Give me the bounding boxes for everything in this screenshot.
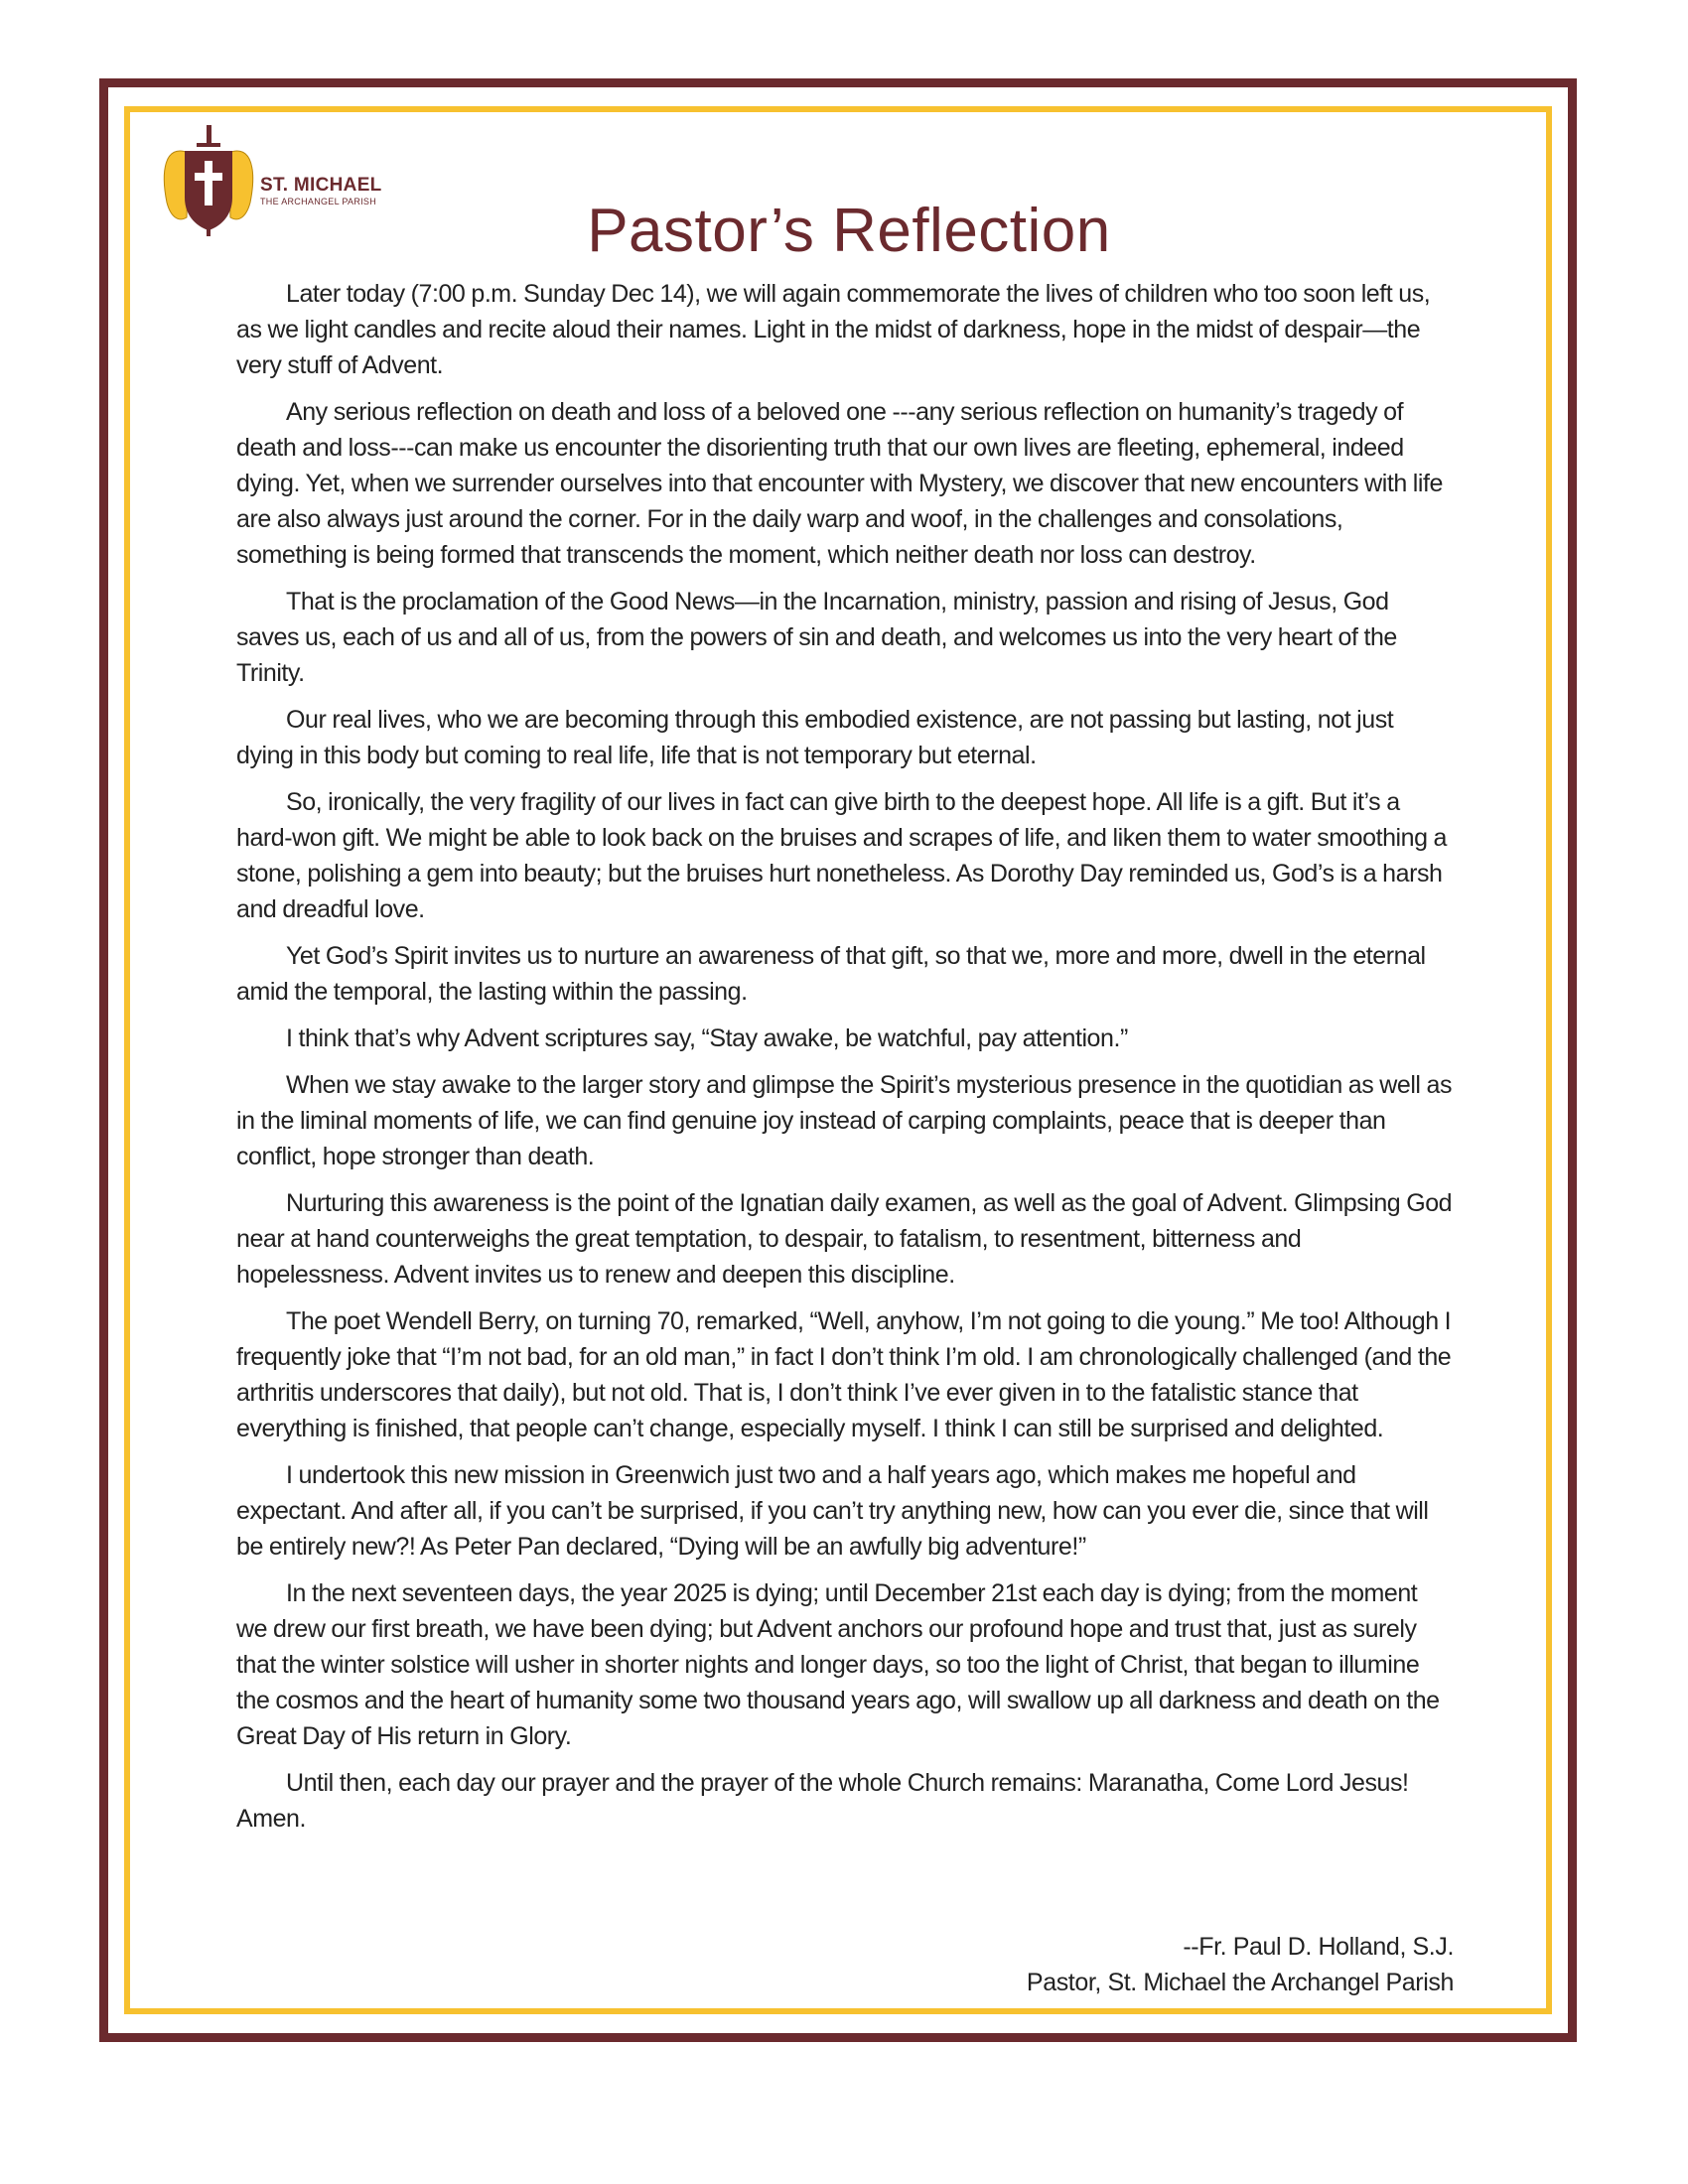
signature: [1027, 1929, 1454, 2000]
paragraph: Nurturing this awareness is the point of the Ignatian daily examen, as well as the goal of Advent. Glimpsing God near at hand counterweighs the great temptation, to despair, to fatalism, to resentment, bitterness and hopelessness. Advent invites us to renew and deepen this discipline.: [236, 1189, 1453, 1289]
reflection-body: [236, 276, 1454, 1847]
paragraph: In the next seventeen days, the year 2025 is dying; until December 21st each day is dying; from the moment we drew our first breath, we have been dying; but Advent anchors our profound hope and trust that, just as surely that the winter solstice will usher in shorter nights and longer days, so too the light of Christ, that began to illumine the cosmos and the heart of humanity some two thousand years ago, will swallow up all darkness and death on the Great Day of His return in Glory.: [236, 1579, 1440, 1750]
paragraph: Any serious reflection on death and loss of a beloved one ---any serious reflection on humanity’s tragedy of death and loss---can make us encounter the disorienting truth that our own lives are fleeting, ephemeral, indeed dying. Yet, when we surrender ourselves into that encounter with Mystery, we discover that new encounters with life are also always just around the corner. For in the daily warp and woof, in the challenges and consolations, something is being formed that transcends the moment, which neither death nor loss can destroy.: [236, 398, 1443, 569]
paragraph: Yet God’s Spirit invites us to nurture an awareness of that gift, so that we, more and more, dwell in the eternal amid the temporal, the lasting within the passing.: [236, 942, 1426, 1006]
parish-subtitle: THE ARCHANGEL PARISH: [260, 197, 377, 206]
paragraph: The poet Wendell Berry, on turning 70, remarked, “Well, anyhow, I’m not going to die young.” Me too! Although I frequently joke that “I’m not bad, for an old man,” in fact I don’t think I’m old. I am chronologically challenged (and the arthritis underscores that daily), but not old. That is, I don’t think I’ve ever given in to the fatalistic stance that everything is finished, that people can’t change, especially myself. I think I can still be surprised and delighted.: [236, 1307, 1452, 1442]
signature-name: --Fr. Paul D. Holland, S.J.: [1183, 1933, 1454, 1961]
paragraph: I think that’s why Advent scriptures say, “Stay awake, be watchful, pay attention.”: [286, 1024, 1128, 1052]
paragraph: I undertook this new mission in Greenwich just two and a half years ago, which makes me hopeful and expectant. And after all, if you can’t be surprised, if you can’t try anything new, how can you ever die, since that will be entirely new?! As Peter Pan declared, “Dying will be an awfully big adventure!”: [236, 1461, 1429, 1561]
page-title: Pastor’s Reflection: [587, 196, 1111, 265]
paragraph: So, ironically, the very fragility of our lives in fact can give birth to the deepest hope. All life is a gift. But it’s a hard-won gift. We might be able to look back on the bruises and scrapes of life, and liken them to water smoothing a stone, polishing a gem into beauty; but the bruises hurt nonetheless. As Dorothy Day reminded us, God’s is a harsh and dreadful love.: [236, 788, 1447, 923]
paragraph: Until then, each day our prayer and the prayer of the whole Church remains: Maranatha, Come Lord Jesus! Amen.: [236, 1769, 1409, 1833]
paragraph: Our real lives, who we are becoming through this embodied existence, are not passing but lasting, not just dying in this body but coming to real life, life that is not temporary but eternal.: [236, 706, 1394, 769]
parish-name: ST. MICHAEL: [260, 175, 382, 196]
paragraph: That is the proclamation of the Good News—in the Incarnation, ministry, passion and rising of Jesus, God saves us, each of us and all of us, from the powers of sin and death, and welcomes us into the very heart of the Trinity.: [236, 588, 1397, 687]
paragraph: Later today (7:00 p.m. Sunday Dec 14), we will again commemorate the lives of children who too soon left us, as we light candles and recite aloud their names. Light in the midst of darkness, hope in the midst of despair—the very stuff of Advent.: [236, 280, 1431, 379]
paragraph: When we stay awake to the larger story and glimpse the Spirit’s mysterious presence in the quotidian as well as in the liminal moments of life, we can find genuine joy instead of carping complaints, peace that is deeper than conflict, hope stronger than death.: [236, 1071, 1453, 1170]
signature-role: Pastor, St. Michael the Archangel Parish: [1026, 1969, 1454, 1996]
